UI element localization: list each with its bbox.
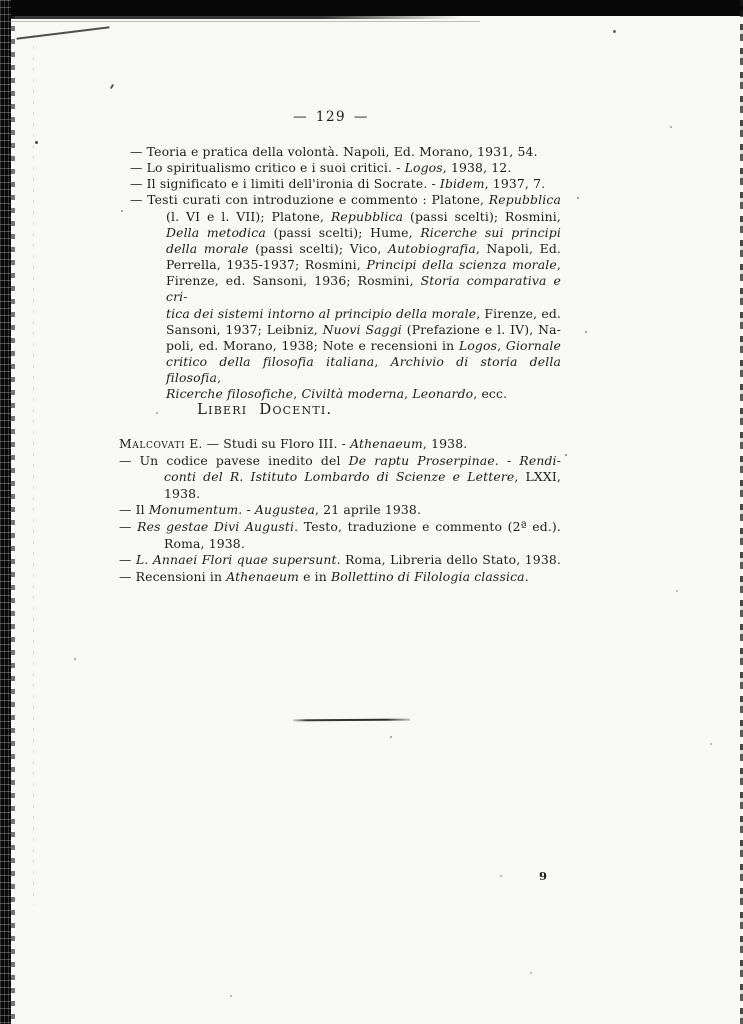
text-run: (passi scelti); Rosmini, [403, 208, 562, 224]
italic-title: L. Annaei Flori quae supersunt [135, 552, 337, 568]
scan-edge-left-frays [11, 0, 15, 1024]
text-run: , Firenze, ed. [476, 305, 562, 321]
scan-speck [390, 736, 392, 738]
bib-line [130, 386, 561, 402]
text-run: E. — Studi su Floro III. - [185, 436, 351, 451]
text-run: . Roma, Libreria dello Stato, 1938. [336, 552, 561, 568]
text-run: — [119, 552, 136, 568]
italic-title: Della metodica [166, 224, 266, 240]
bib-line [119, 569, 561, 586]
scan-speck [230, 995, 232, 997]
text-run: — Testi curati con introduzione e commento : Platone, [130, 192, 489, 208]
signature-number: 9 [539, 869, 548, 883]
scan-speck [710, 743, 712, 745]
italic-title: Athenaeum [226, 568, 300, 584]
italic-title: Logos [458, 337, 498, 353]
text-run: (Prefazione e l. IV), Na- [401, 321, 561, 337]
text-run: . Testo, traduzione e commento (2ª ed.). [294, 518, 561, 534]
italic-title: Ricerche sui principi [420, 224, 561, 240]
text-run: (passi scelti); Hume, [265, 224, 421, 240]
italic-title: Repubblica [330, 208, 404, 224]
bib-line [119, 469, 561, 486]
bib-line [119, 519, 561, 536]
bib-line [119, 453, 561, 470]
bib-entry [119, 519, 561, 552]
scan-speck [500, 875, 502, 877]
italic-title: Athenaeum [350, 436, 423, 451]
scan-speck [156, 412, 158, 414]
text-run: , [556, 257, 561, 273]
bib-entry [119, 453, 561, 503]
page-header-number: — 129 — [293, 109, 369, 125]
text-run: — Il significato e i limiti dell'ironia di Socrate. - [130, 176, 440, 192]
italic-title: Ricerche filosofiche [166, 386, 294, 402]
italic-title: conti del R. Istituto Lombardo di Scienze e Lettere [164, 469, 515, 485]
italic-title: Res gestae Divi Augusti [137, 518, 295, 534]
italic-title: De raptu Proserpinae [348, 452, 495, 468]
scan-speck [676, 590, 678, 592]
bib-line [130, 160, 561, 176]
text-run: Sansoni, 1937; Leibniz, [166, 321, 323, 337]
text-run: — Teoria e pratica della volontà. Napoli, Ed. Morano, 1931, 54. [130, 144, 538, 159]
bibliography-bottom-section [119, 436, 561, 585]
italic-title: Civiltà moderna [301, 386, 405, 402]
text-run: 1938. [164, 485, 201, 501]
italic-title: Principi della scienza morale [366, 257, 557, 273]
text-run: , [374, 354, 391, 370]
scan-speck [35, 141, 38, 144]
italic-title: della morale [166, 240, 249, 256]
text-run: , 21 aprile 1938. [315, 502, 422, 518]
italic-title: Logos [404, 160, 443, 176]
scan-speck [585, 331, 587, 333]
scan-speck [565, 454, 567, 456]
bib-line [119, 486, 561, 503]
bib-entry [130, 144, 561, 160]
text-run: — Il [119, 502, 149, 518]
bib-line [130, 144, 561, 160]
scan-diagonal-line [16, 26, 110, 39]
text-run: . - [238, 502, 255, 518]
bib-line [130, 209, 561, 225]
bib-line [130, 322, 561, 338]
text-run: , 1937, 7. [484, 176, 546, 192]
text-run: — [119, 518, 138, 534]
text-run: — Recensioni in [119, 568, 227, 584]
bib-line [130, 241, 561, 257]
bib-line [130, 354, 561, 386]
text-run: . [524, 568, 529, 584]
italic-title: Monumentum [148, 502, 239, 518]
italic-title: Rendi- [519, 452, 561, 468]
bib-entry [119, 569, 561, 586]
italic-title: Ibidem [439, 176, 485, 192]
bib-line [119, 502, 561, 519]
bib-entry [119, 502, 561, 519]
text-run: , Napoli, Ed. [475, 240, 561, 256]
bib-entry [130, 160, 561, 176]
text-run: (l. VI e l. VII); Platone, [166, 208, 331, 224]
italic-title: Augustea [254, 502, 315, 518]
bibliography-top-section [130, 144, 561, 403]
italic-title: Giornale [505, 337, 561, 353]
scan-speck [121, 210, 123, 212]
scan-speck [74, 658, 76, 660]
text-run: , LXXI, [514, 469, 561, 485]
author-name: Malcovati [119, 436, 186, 451]
scan-speck [670, 126, 672, 128]
text-run: . - [494, 452, 520, 468]
text-run: , 1938, 12. [442, 160, 512, 176]
bib-line [119, 552, 561, 569]
text-run: , 1938. [422, 436, 468, 451]
text-run: — Lo spiritualismo critico e i suoi critici. - [130, 160, 405, 176]
scan-speck [110, 84, 114, 89]
text-run: — Un codice pavese inedito del [119, 452, 349, 468]
italic-title: Bollettino di Filologia classica [331, 568, 525, 584]
bib-line [130, 306, 561, 322]
text-run: , [497, 337, 506, 353]
italic-title: Leonardo [412, 386, 474, 402]
bib-entry [119, 552, 561, 569]
text-run: Firenze, ed. Sansoni, 1936; Rosmini, [166, 273, 421, 289]
bib-line [119, 436, 561, 453]
text-run: Roma, 1938. [164, 535, 245, 551]
bib-line [119, 536, 561, 553]
scan-speck [577, 197, 579, 199]
bib-line [130, 257, 561, 273]
bib-entry [130, 176, 561, 192]
bib-line [130, 192, 561, 208]
text-run: , [293, 386, 302, 402]
text-run: , [217, 370, 222, 386]
bib-line [130, 338, 561, 354]
italic-title: tica dei sistemi intorno al principio della morale [166, 305, 477, 321]
scan-speck [613, 30, 616, 33]
bib-line [130, 176, 561, 192]
scan-edge-top-underline [0, 21, 480, 22]
text-run: Perrella, 1935-1937; Rosmini, [166, 257, 367, 273]
bib-line [130, 225, 561, 241]
italic-title: Nuovi Saggi [322, 321, 402, 337]
gutter-shadow-line [33, 35, 34, 905]
italic-title: Repubblica [488, 192, 561, 208]
bib-entry [130, 192, 561, 402]
italic-title: Archivio di storia della filosofia [166, 354, 561, 386]
italic-title: critico della filosofia italiana [166, 354, 375, 370]
italic-title: Storia comparativa e cri- [166, 273, 561, 305]
bib-entry [119, 436, 561, 453]
scan-edge-left [0, 0, 11, 1024]
scan-edge-top [0, 0, 743, 16]
section-heading-liberi-docenti: Liberi Docenti. [197, 400, 333, 418]
text-run: , ecc. [473, 386, 508, 402]
scan-speck [530, 972, 532, 974]
text-run: poli, ed. Morano, 1938; Note e recensioni in [166, 337, 459, 353]
text-run: (passi scelti); Vico, [248, 240, 389, 256]
bib-line [130, 273, 561, 305]
italic-title: Autobiografia [388, 240, 476, 256]
separator-rule [293, 719, 410, 722]
text-run: e in [299, 568, 332, 584]
text-run: , [404, 386, 413, 402]
